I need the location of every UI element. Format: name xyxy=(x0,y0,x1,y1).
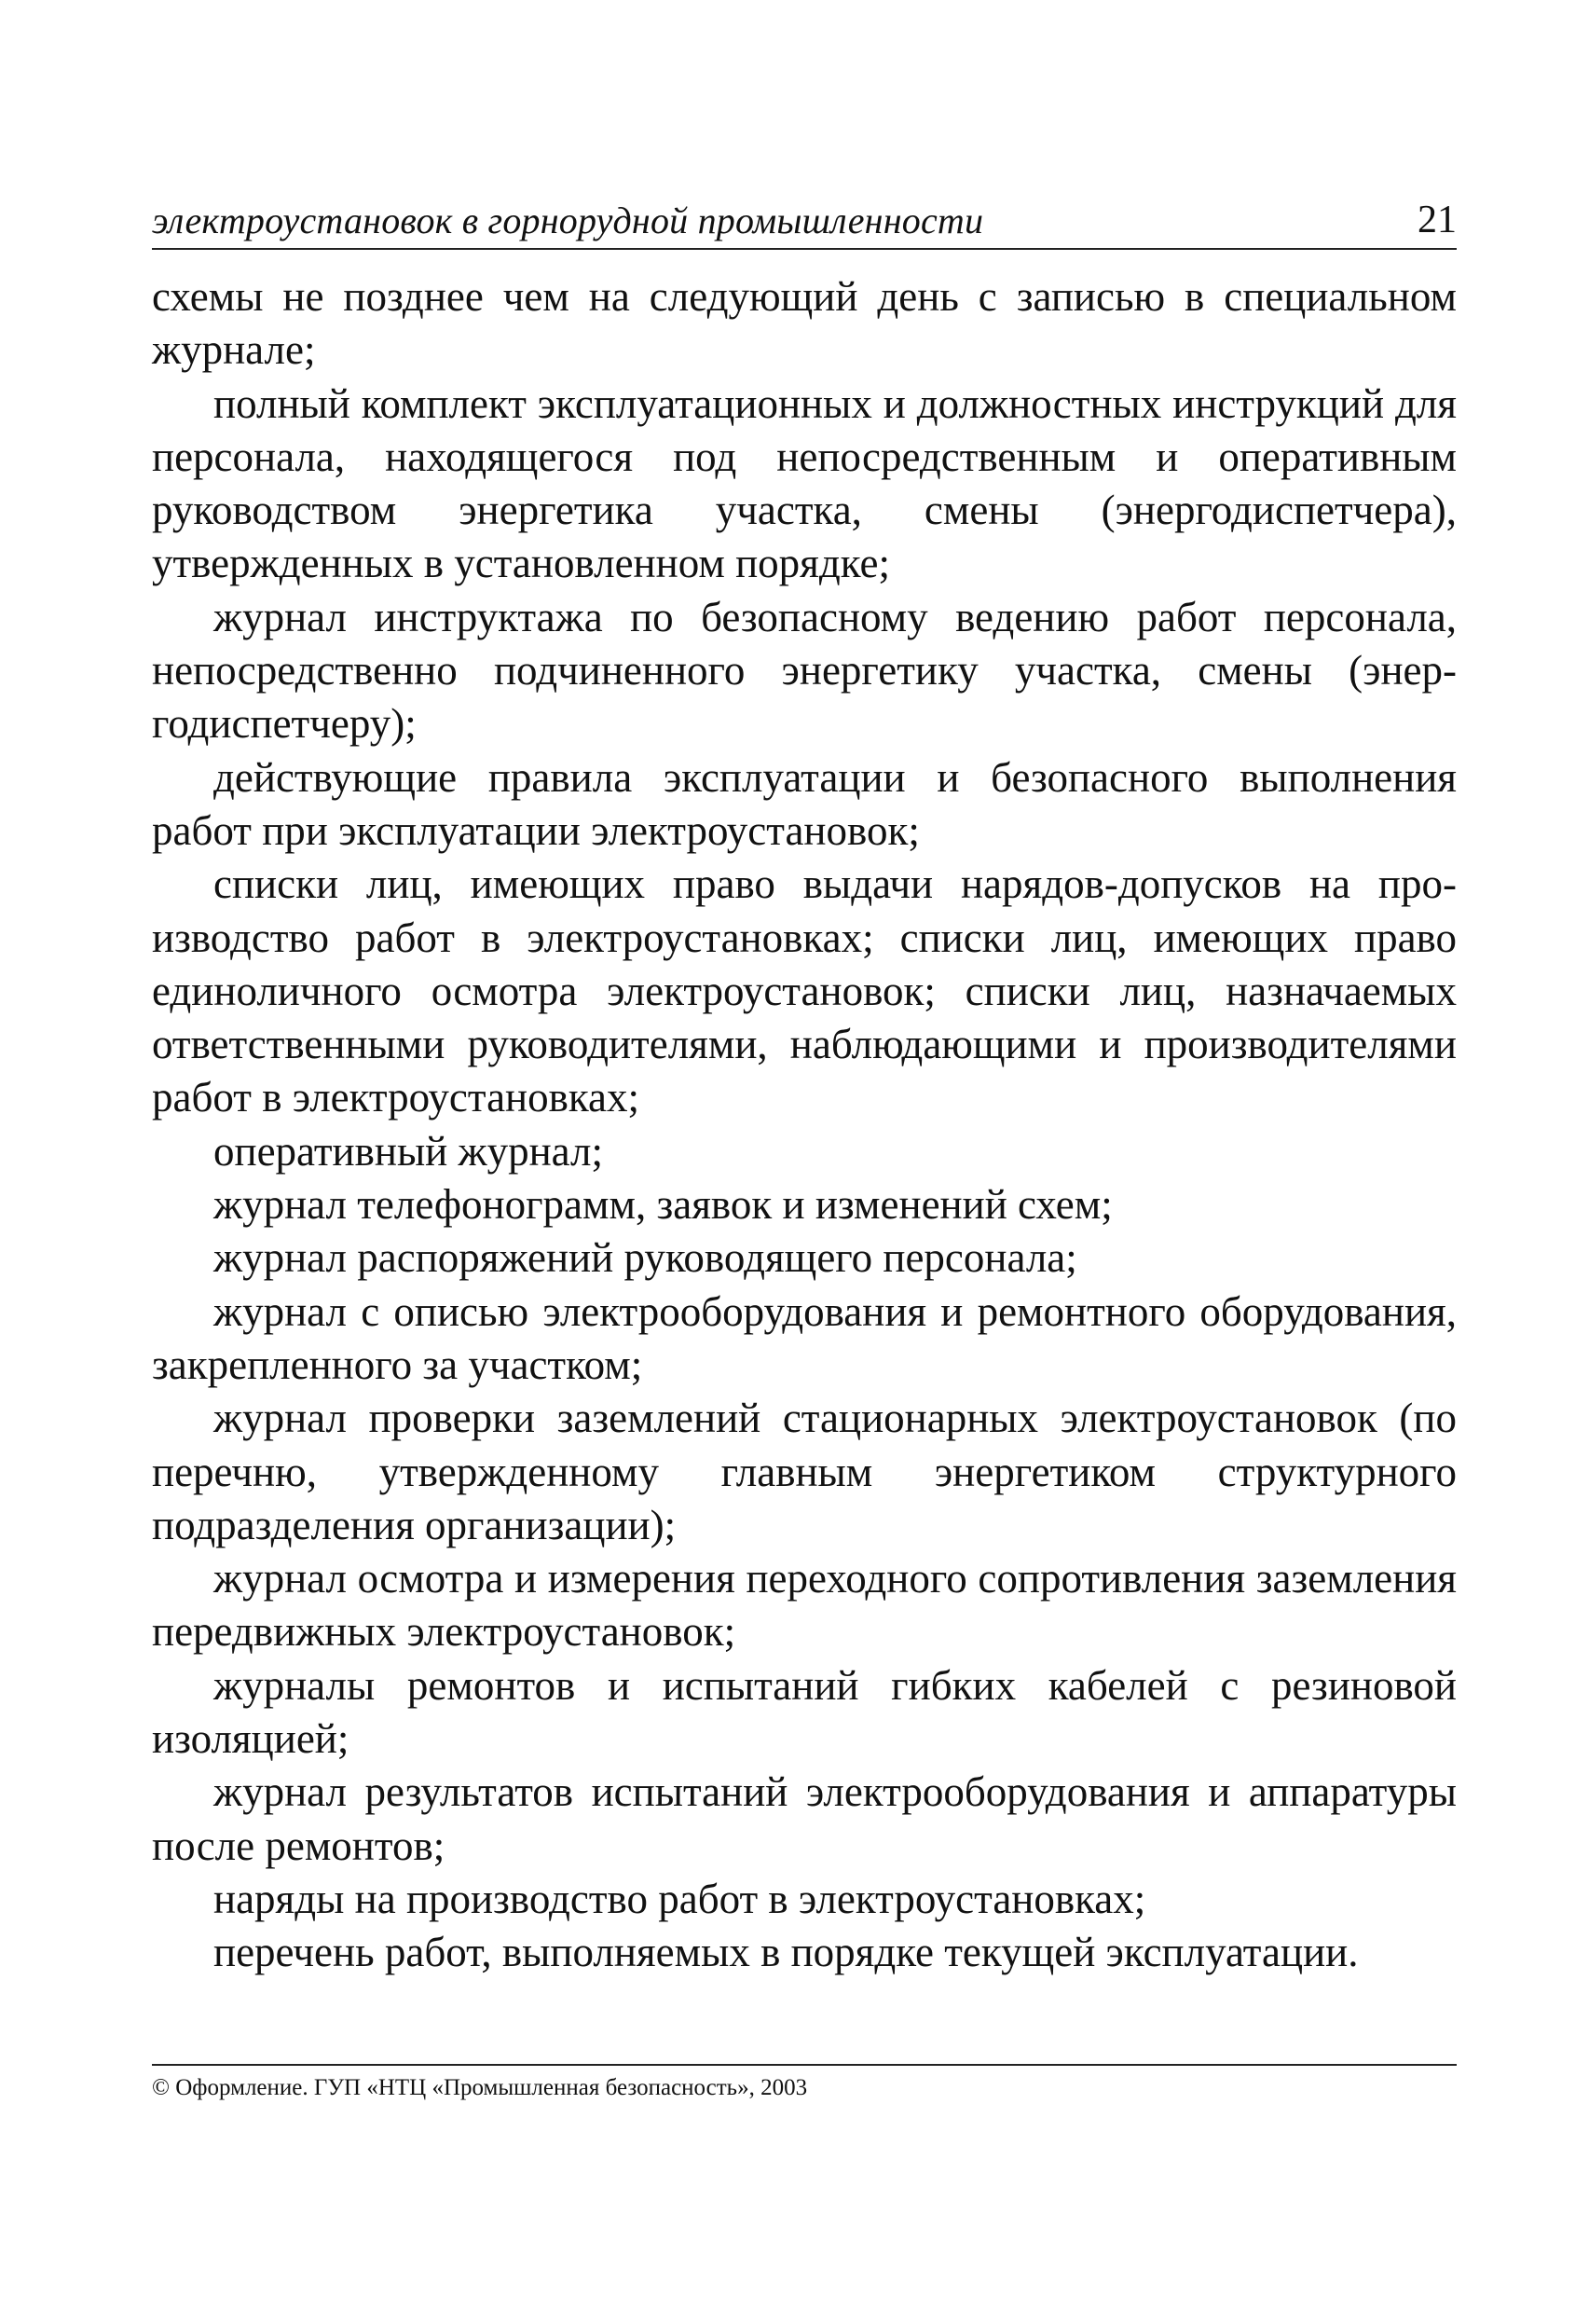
paragraph-continuation: схемы не позднее чем на следующий день с записью в специальном журнале; xyxy=(152,273,1457,374)
list-item: оперативный журнал; xyxy=(213,1127,604,1175)
list-item: перечень работ, выполняемых в порядке текущей эксплуатации. xyxy=(213,1929,1359,1976)
page-header xyxy=(152,194,1457,250)
list-item: действующие правила эксплуатации и безопасного выполнения работ при эксплуатации электроустановок; xyxy=(152,753,1457,854)
body-text xyxy=(152,270,1457,1980)
list-item: журнал распоряжений руководящего персонала; xyxy=(213,1234,1077,1282)
list-item: наряды на производство работ в электроустановках; xyxy=(213,1875,1146,1922)
footer-copyright: © Оформление. ГУП «НТЦ «Промышленная безопасность», 2003 xyxy=(152,2075,808,2100)
list-item: полный комплект эксплуатационных и должностных инструкций для персонала, находящегося под непосредственным и оперативным руководством энергетика участка, смены (энергодиспетчера), утвержденных в установленном порядке; xyxy=(152,379,1457,587)
list-item: журнал телефонограмм, заявок и изменений схем; xyxy=(213,1181,1113,1229)
list-item: журнал результатов испытаний электрооборудования и аппаратуры после ремонтов; xyxy=(152,1768,1457,1869)
page-number: 21 xyxy=(1418,199,1457,241)
list-item: журнал проверки заземлений стационарных электроустановок (по перечню, утвержденному главным энергетиком структурного подразделения организации); xyxy=(152,1395,1457,1548)
footer-divider xyxy=(152,2064,1457,2066)
list-item: журналы ремонтов и испытаний гибких кабелей с резиновой изоляцией; xyxy=(152,1661,1457,1763)
list-item: журнал с описью электрооборудования и ремонтного оборудования, закрепленного за участком; xyxy=(152,1287,1457,1388)
list-item: журнал осмотра и измерения переходного сопротивления заземления передвижных электроустановок; xyxy=(152,1555,1457,1656)
running-title: электроустановок в горнорудной промышленности xyxy=(152,199,984,241)
list-item: журнал инструктажа по безопасному ведению работ персонала, непосредственно подчиненного энергетику участка, смены (энергодиспетчеру); xyxy=(152,593,1457,748)
list-item: списки лиц, имеющих право выдачи нарядов-допусков на производство работ в электроустановках; списки лиц, имеющих право единоличного осмотра электроустановок; списки лиц, назначаемых ответственными руководителями, наблюдающими и производителями работ в электроустановках; xyxy=(152,860,1457,1121)
